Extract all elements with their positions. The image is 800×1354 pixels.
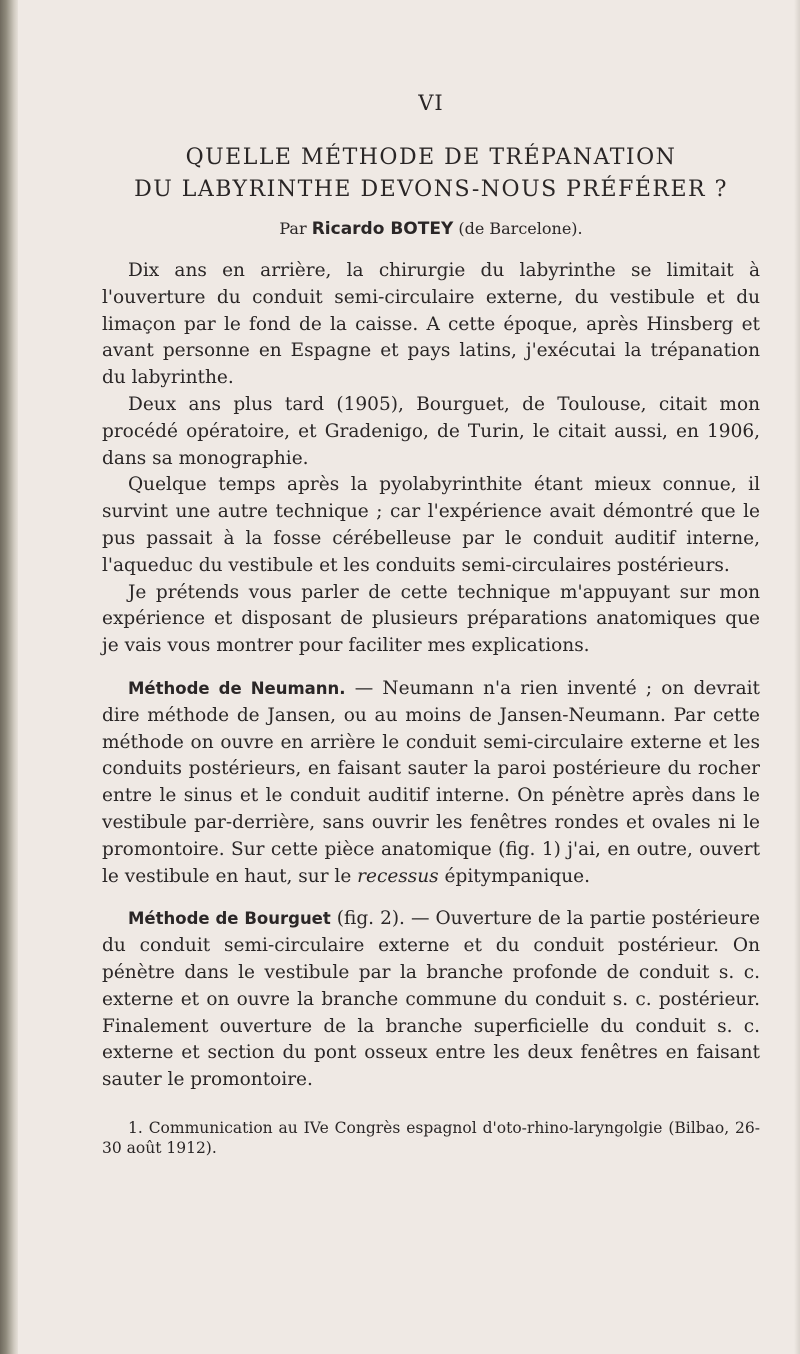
section-bourguet [102,906,760,1094]
byline-prefix: Par [279,219,307,238]
paragraph-purpose: Je prétends vous parler de cette technique m'appuyant sur mon expérience et disposant de plusieurs préparations anatomiques que je vais vous montrer pour faciliter mes explications. [102,581,760,657]
paragraph-technique: Quelque temps après la pyolabyrinthite étant mieux connue, il survint une autre technique ; car l'expérience avait démontré que le pus passait à la fosse cérébelleuse par le conduit auditif interne, l'aqueduc du vestibule et les conduits semi-circulaires postérieurs. [102,474,760,576]
book-page [102,90,760,1158]
book-binding-shadow [0,0,18,1354]
section-neumann [102,676,760,890]
title-line-1: QUELLE MÉTHODE DE TRÉPANATION [185,145,677,170]
article-title [102,142,760,206]
bourguet-text: (fig. 2). — Ouverture de la partie postérieure du conduit semi-circulaire externe et du conduit postérieur. On pénètre dans le vestibule par la branche profonde de conduit s. c. externe et on ouvre la branche commune du conduit s. c. postérieur. Finalement ouverture de la branche superficielle du conduit s. c. externe et section du pont osseux entre les deux fenêtres en faisant sauter le promontoire. [102,908,760,1091]
section-heading-neumann: Méthode de Neumann. [128,678,346,698]
neumann-italic-term: recessus [357,865,439,887]
paragraph-intro: Dix ans en arrière, la chirurgie du labyrinthe se limitait à l'ouverture du conduit semi-circulaire externe, du vestibule et du limaçon par le fond de la caisse. A cette époque, après Hinsberg et avant personne en Espagne et pays latins, j'exécutai la trépanation du labyrinthe. [102,260,760,389]
neumann-text: — Neumann n'a rien inventé ; on devrait dire méthode de Jansen, ou au moins de Jansen-Neumann. Par cette méthode on ouvre en arrière le conduit semi-circulaire externe et les conduits postérieurs, en faisant sauter la paroi postérieure du rocher entre le sinus et le conduit auditif interne. On pénètre après dans le vestibule par-derrière, sans ouvrir les fenêtres rondes et ovales ni le promontoire. Sur cette pièce anatomique (fig. 1) j'ai, en outre, ouvert le vestibule en haut, sur le [102,677,760,887]
byline [102,218,760,240]
author-affiliation: (de Barcelone). [458,219,583,238]
chapter-number: VI [418,91,444,115]
title-line-2: DU LABYRINTHE DEVONS-NOUS PRÉFÉRER ? [134,177,728,202]
paragraph-dates: Deux ans plus tard (1905), Bourguet, de Toulouse, citait mon procédé opératoire, et Gradenigo, de Turin, le citait aussi, en 1906, dans sa monographie. [102,393,760,469]
footnote: 1. Communication au IVe Congrès espagnol d'oto-rhino-laryngolgie (Bilbao, 26-30 août 1912). [102,1118,760,1157]
author-name: Ricardo BOTEY [311,219,454,239]
page-edge [794,0,800,1354]
section-heading-bourguet: Méthode de Bourguet [128,909,331,929]
neumann-text-end: épitympanique. [438,865,590,887]
